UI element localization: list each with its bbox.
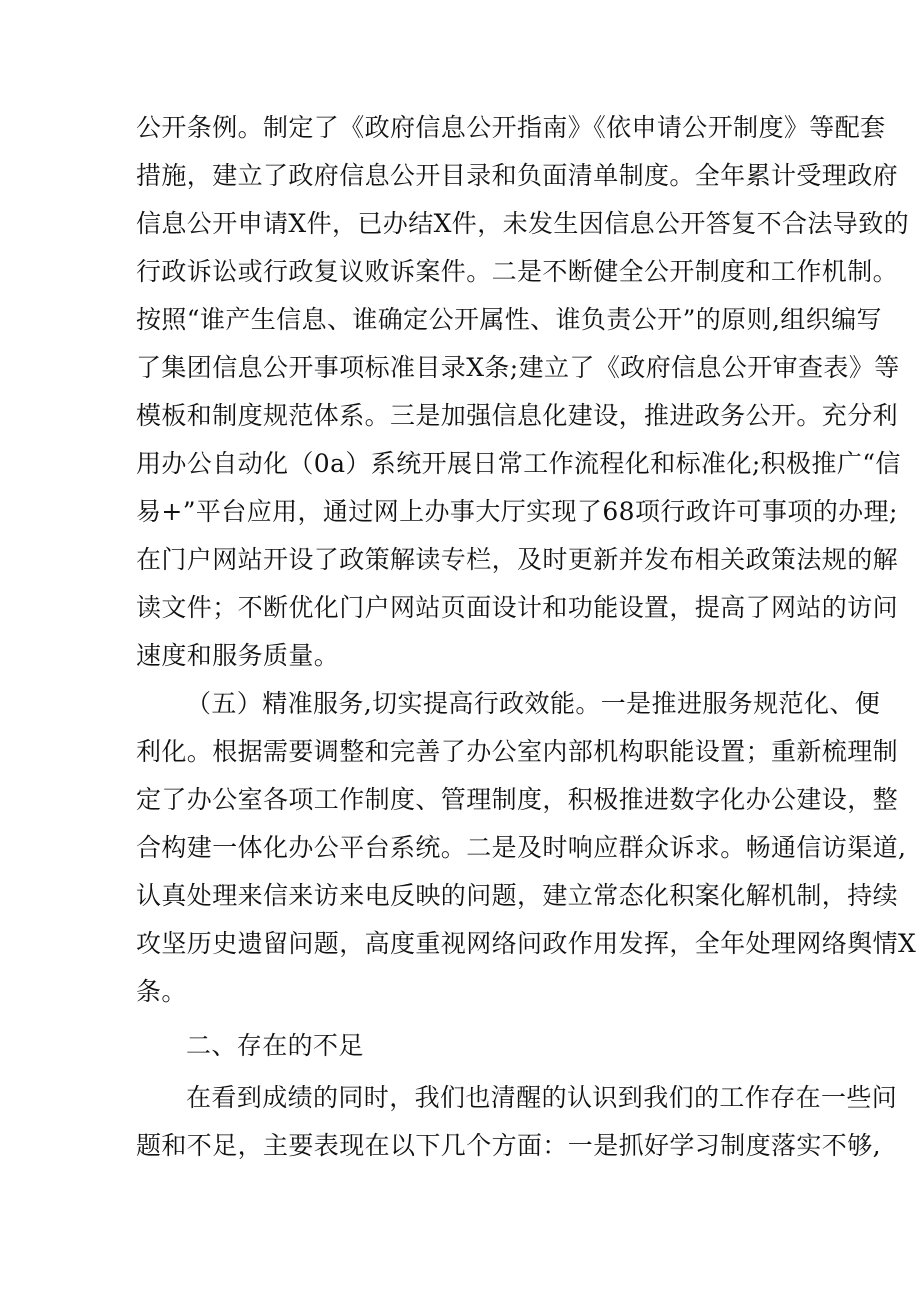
paragraph-line: 信息公开申请X件，已办结X件，未发生因信息公开答复不合法导致的	[136, 209, 909, 238]
section-heading: 二、存在的不足	[186, 1031, 364, 1060]
paragraph-line: 按照“谁产生信息、谁确定公开属性、谁负责公开”的原则,组织编写	[136, 305, 882, 334]
paragraph-line: 公开条例。制定了《政府信息公开指南》《依申请公开制度》等配套	[136, 113, 886, 142]
paragraph-line: 合构建一体化办公平台系统。二是及时响应群众诉求。畅通信访渠道,	[136, 833, 907, 862]
paragraph-line: 模板和制度规范体系。三是加强信息化建设，推进政务公开。充分利	[136, 401, 899, 430]
paragraph-line: （五）精准服务,切实提高行政效能。一是推进服务规范化、便	[186, 689, 881, 718]
paragraph-line: 条。	[136, 977, 187, 1006]
paragraph-line: 用办公自动化（0a）系统开展日常工作流程化和标准化;积极推广“信	[136, 449, 901, 478]
paragraph-line: 攻坚历史遗留问题，高度重视网络问政作用发挥，全年处理网络舆情X	[136, 929, 917, 958]
paragraph-line: 在门户网站开设了政策解读专栏，及时更新并发布相关政策法规的解	[136, 545, 899, 574]
paragraph-line: 认真处理来信来访来电反映的问题，建立常态化积案化解机制，持续	[136, 881, 899, 910]
paragraph-line: 行政诉讼或行政复议败诉案件。二是不断健全公开制度和工作机制。	[136, 257, 899, 286]
paragraph-line: 题和不足，主要表现在以下几个方面：一是抓好学习制度落实不够,	[136, 1131, 881, 1160]
paragraph-line: 读文件；不断优化门户网站页面设计和功能设置，提高了网站的访问	[136, 593, 899, 622]
paragraph-line: 了集团信息公开事项标准目录X条;建立了《政府信息公开审查表》等	[136, 353, 900, 382]
paragraph-line: 在看到成绩的同时，我们也清醒的认识到我们的工作存在一些问	[186, 1083, 898, 1112]
paragraph-line: 定了办公室各项工作制度、管理制度，积极推进数字化办公建设，整	[136, 785, 899, 814]
paragraph-line: 措施，建立了政府信息公开目录和负面清单制度。全年累计受理政府	[136, 161, 899, 190]
paragraph-line: 速度和服务质量。	[136, 641, 340, 670]
paragraph-line: 易+”平台应用，通过网上办事大厅实现了68项行政许可事项的办理;	[136, 497, 898, 526]
paragraph-line: 利化。根据需要调整和完善了办公室内部机构职能设置；重新梳理制	[136, 737, 899, 766]
